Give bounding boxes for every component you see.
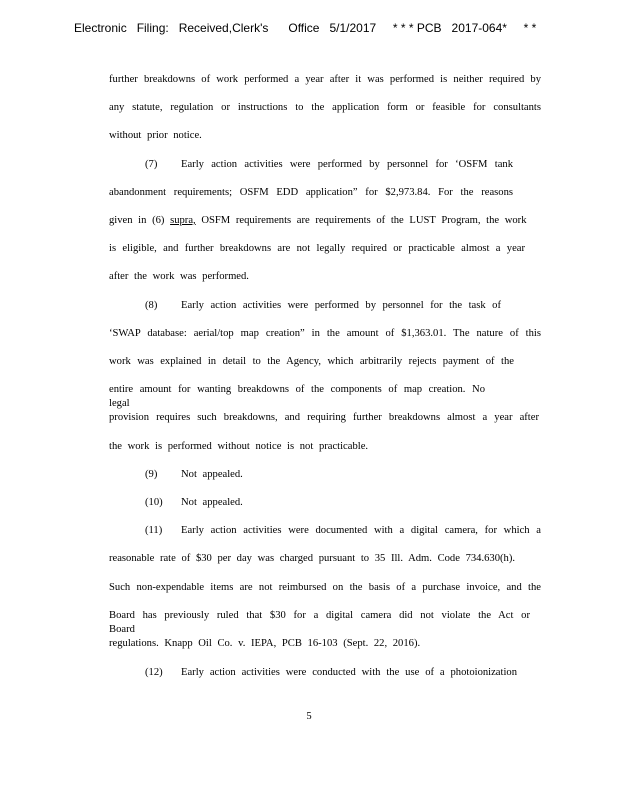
body-text: reasonable rate of $30 per day was charged pursuant to 35 Ill. Adm. Code 734.630(h). [109, 553, 516, 564]
paragraph-number: (8) [145, 300, 158, 311]
body-text: Not appealed. [181, 469, 243, 480]
body-text: abandonment requirements; OSFM EDD application” for $2,973.84. For the reasons [109, 187, 513, 198]
body-text: OSFM requirements are requirements of the LUST Program, the work [201, 215, 527, 226]
body-text: without prior notice. [109, 130, 202, 141]
body-text: is eligible, and further breakdowns are not legally required or practicable almost a year [109, 243, 525, 254]
body-text: Early action activities were performed by personnel for the task of [181, 300, 501, 311]
body-text: after the work was performed. [109, 271, 249, 282]
body-text: Early action activities were documented with a digital camera, for which a [181, 525, 541, 536]
body-text [109, 214, 541, 228]
citation-text: given in (6) [109, 215, 165, 226]
paragraph-number: (12) [145, 667, 163, 678]
body-text: Early action activities were performed by personnel for ‘OSFM tank [181, 159, 513, 170]
electronic-filing-header: Electronic Filing: Received,Clerk's Office 5/1/2017 * * * PCB 2017-064* * * [74, 21, 537, 35]
body-text: work was explained in detail to the Agency, which arbitrarily rejects payment of the [109, 356, 514, 367]
paragraph-number: (7) [145, 159, 158, 170]
page-number: 5 [306, 711, 312, 722]
paragraph-number: (9) [145, 469, 158, 480]
body-text: any statute, regulation or instructions to the application form or feasible for consultants [109, 102, 541, 113]
paragraph-number: (11) [145, 525, 163, 536]
body-text: ‘SWAP database: aerial/top map creation” in the amount of $1,363.01. The nature of this [109, 328, 541, 339]
body-text: Such non-expendable items are not reimbursed on the basis of a purchase invoice, and the [109, 582, 541, 593]
body-text: regulations. Knapp Oil Co. v. IEPA, PCB 16-103 (Sept. 22, 2016). [109, 638, 421, 649]
body-text: Board has previously ruled that $30 for a digital camera did not violate the Act or Board [109, 610, 530, 635]
body-text: the work is performed without notice is not practicable. [109, 441, 369, 452]
body-text: further breakdowns of work performed a year after it was performed is neither required by [109, 74, 541, 85]
body-text: entire amount for wanting breakdowns of the components of map creation. No legal [109, 384, 485, 409]
supra-underlined: supra, [170, 215, 196, 226]
body-text: Early action activities were conducted with the use of a photoionization [181, 667, 517, 678]
body-text: Not appealed. [181, 497, 243, 508]
body-text: provision requires such breakdowns, and requiring further breakdowns almost a year after [109, 412, 539, 423]
paragraph-number: (10) [145, 497, 163, 508]
